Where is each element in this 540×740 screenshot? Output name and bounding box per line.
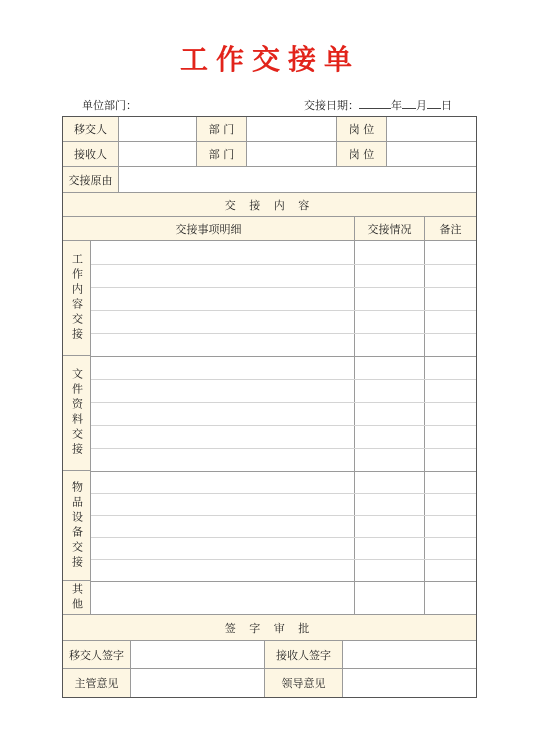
column-status: 交接情况 xyxy=(355,217,425,241)
giver-sign-field[interactable] xyxy=(131,641,265,669)
handover-form xyxy=(62,116,477,698)
grid-row-line xyxy=(91,287,476,288)
grid-row-line xyxy=(91,333,476,334)
receiver-dept-label: 部 门 xyxy=(197,142,247,167)
group-work xyxy=(63,241,91,356)
receiver-post-label: 岗 位 xyxy=(337,142,387,167)
grid-group-line xyxy=(91,471,476,472)
giver-post-label: 岗 位 xyxy=(337,117,387,142)
group-equipment xyxy=(63,471,91,581)
receiver-post-field[interactable] xyxy=(387,142,476,167)
giver-name-field[interactable] xyxy=(119,117,197,142)
grid-row-line xyxy=(91,448,476,449)
supervisor-opinion-field[interactable] xyxy=(131,669,265,697)
grid-row-line xyxy=(91,310,476,311)
grid-row-line xyxy=(91,402,476,403)
date-label: 交接日期： xyxy=(304,99,359,112)
handover-date-field[interactable] xyxy=(304,97,452,113)
grid-row-line xyxy=(91,537,476,538)
year-blank[interactable] xyxy=(359,98,391,109)
grid-row-line xyxy=(91,379,476,380)
page-title: 工作交接单 xyxy=(179,43,360,76)
month-blank[interactable] xyxy=(402,98,416,109)
leader-opinion-field[interactable] xyxy=(343,669,476,697)
receiver-name-field[interactable] xyxy=(119,142,197,167)
supervisor-opinion-label: 主管意见 xyxy=(63,669,131,697)
receiver-dept-field[interactable] xyxy=(247,142,337,167)
giver-dept-field[interactable] xyxy=(247,117,337,142)
day-blank[interactable] xyxy=(427,98,441,109)
giver-post-field[interactable] xyxy=(387,117,476,142)
giver-dept-label: 部 门 xyxy=(197,117,247,142)
giver-sign-label: 移交人签字 xyxy=(63,641,131,669)
group-other xyxy=(63,581,91,615)
receiver-sign-label: 接收人签字 xyxy=(265,641,343,669)
reason-field[interactable] xyxy=(119,167,476,193)
grid-row-line xyxy=(91,264,476,265)
column-detail: 交接事项明细 xyxy=(63,217,355,241)
dept-field[interactable] xyxy=(82,97,137,113)
group-files xyxy=(63,356,91,471)
grid-row-line xyxy=(91,493,476,494)
approval-section-title: 签 字 审 批 xyxy=(63,615,476,641)
group-files-label: 文件资料交接 xyxy=(70,368,84,458)
leader-opinion-label: 领导意见 xyxy=(265,669,343,697)
group-work-label: 工作内容交接 xyxy=(70,253,84,343)
grid-row-line xyxy=(91,515,476,516)
grid-group-line xyxy=(91,581,476,582)
day-label: 日 xyxy=(441,99,452,112)
grid-row-line xyxy=(91,425,476,426)
group-equipment-label: 物品设备交接 xyxy=(70,480,84,571)
month-label: 月 xyxy=(416,99,427,112)
year-label: 年 xyxy=(391,99,402,112)
giver-label: 移交人 xyxy=(63,117,119,142)
content-section-title: 交 接 内 容 xyxy=(63,193,476,217)
group-other-label: 其他 xyxy=(70,582,84,613)
handover-grid[interactable] xyxy=(91,241,476,615)
receiver-sign-field[interactable] xyxy=(343,641,476,669)
dept-label: 单位部门： xyxy=(82,99,137,112)
reason-label: 交接原由 xyxy=(63,167,119,193)
receiver-label: 接收人 xyxy=(63,142,119,167)
grid-group-line xyxy=(91,356,476,357)
column-note: 备注 xyxy=(425,217,476,241)
grid-row-line xyxy=(91,559,476,560)
